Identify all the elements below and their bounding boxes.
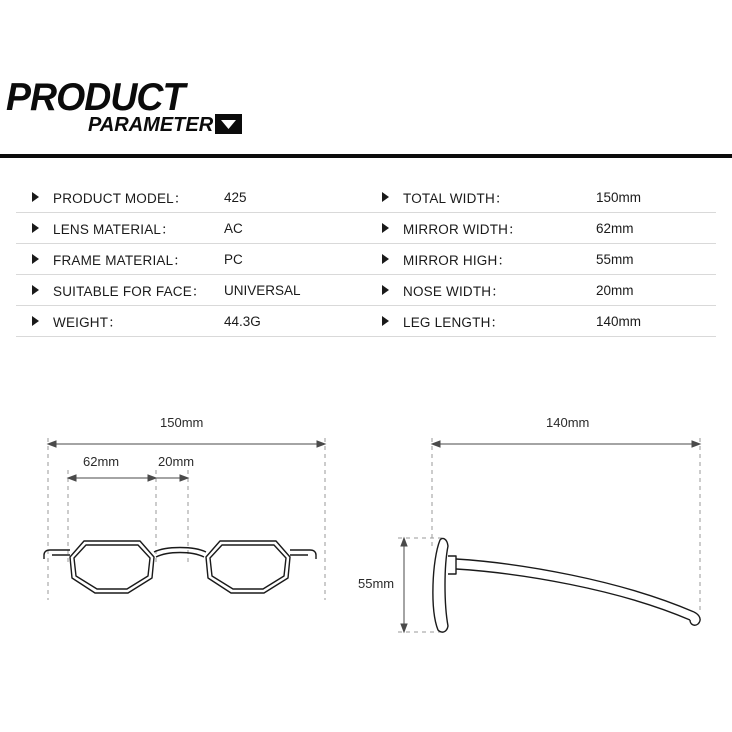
spec-value: AC <box>224 220 243 236</box>
bullet-icon <box>32 285 39 295</box>
table-row <box>366 244 716 275</box>
spec-value: UNIVERSAL <box>224 282 301 298</box>
spec-label: MIRROR HIGH： <box>403 253 512 268</box>
bullet-icon <box>382 223 389 233</box>
dimension-lens-width: 62mm <box>83 454 120 469</box>
bullet-icon <box>382 192 389 202</box>
spec-value: PC <box>224 251 243 267</box>
bullet-icon <box>32 254 39 264</box>
table-row <box>16 213 366 244</box>
dimension-leg-length: 140mm <box>546 415 590 430</box>
dimension-nose-width: 20mm <box>158 454 195 469</box>
table-row <box>366 213 716 244</box>
spec-value: 20mm <box>596 282 634 298</box>
spec-label: WEIGHT： <box>53 315 122 330</box>
table-row <box>366 182 716 213</box>
table-row <box>366 306 716 337</box>
spec-value: 150mm <box>596 189 642 205</box>
table-row <box>16 182 366 213</box>
spec-label: LEG LENGTH： <box>403 315 505 330</box>
page-subtitle: PARAMETER <box>88 114 214 136</box>
table-row <box>16 306 366 337</box>
spec-label: FRAME MATERIAL： <box>53 253 188 268</box>
table-row <box>16 275 366 306</box>
spec-value: 425 <box>224 189 247 205</box>
dimension-diagrams <box>0 360 732 732</box>
spec-label: NOSE WIDTH： <box>403 284 505 299</box>
page-title: PRODUCT <box>6 76 185 119</box>
spec-value: 140mm <box>596 313 642 329</box>
table-row <box>366 275 716 306</box>
spec-value: 44.3G <box>224 313 261 329</box>
page-header <box>0 78 732 158</box>
chevron-down-icon <box>215 114 242 134</box>
dimension-lens-height: 55mm <box>358 576 395 591</box>
spec-label: TOTAL WIDTH： <box>403 191 509 206</box>
bullet-icon <box>382 254 389 264</box>
glasses-technical-drawing <box>0 360 732 732</box>
bullet-icon <box>32 223 39 233</box>
header-divider <box>0 154 732 158</box>
bullet-icon <box>32 316 39 326</box>
product-parameter-table <box>16 182 716 337</box>
table-row <box>16 244 366 275</box>
bullet-icon <box>32 192 39 202</box>
bullet-icon <box>382 285 389 295</box>
spec-value: 55mm <box>596 251 634 267</box>
spec-label: PRODUCT MODEL： <box>53 191 188 206</box>
spec-label: MIRROR WIDTH： <box>403 222 522 237</box>
spec-label: LENS MATERIAL： <box>53 222 175 237</box>
dimension-total-width: 150mm <box>160 415 204 430</box>
bullet-icon <box>382 316 389 326</box>
spec-value: 62mm <box>596 220 634 236</box>
spec-label: SUITABLE FOR FACE： <box>53 284 206 299</box>
